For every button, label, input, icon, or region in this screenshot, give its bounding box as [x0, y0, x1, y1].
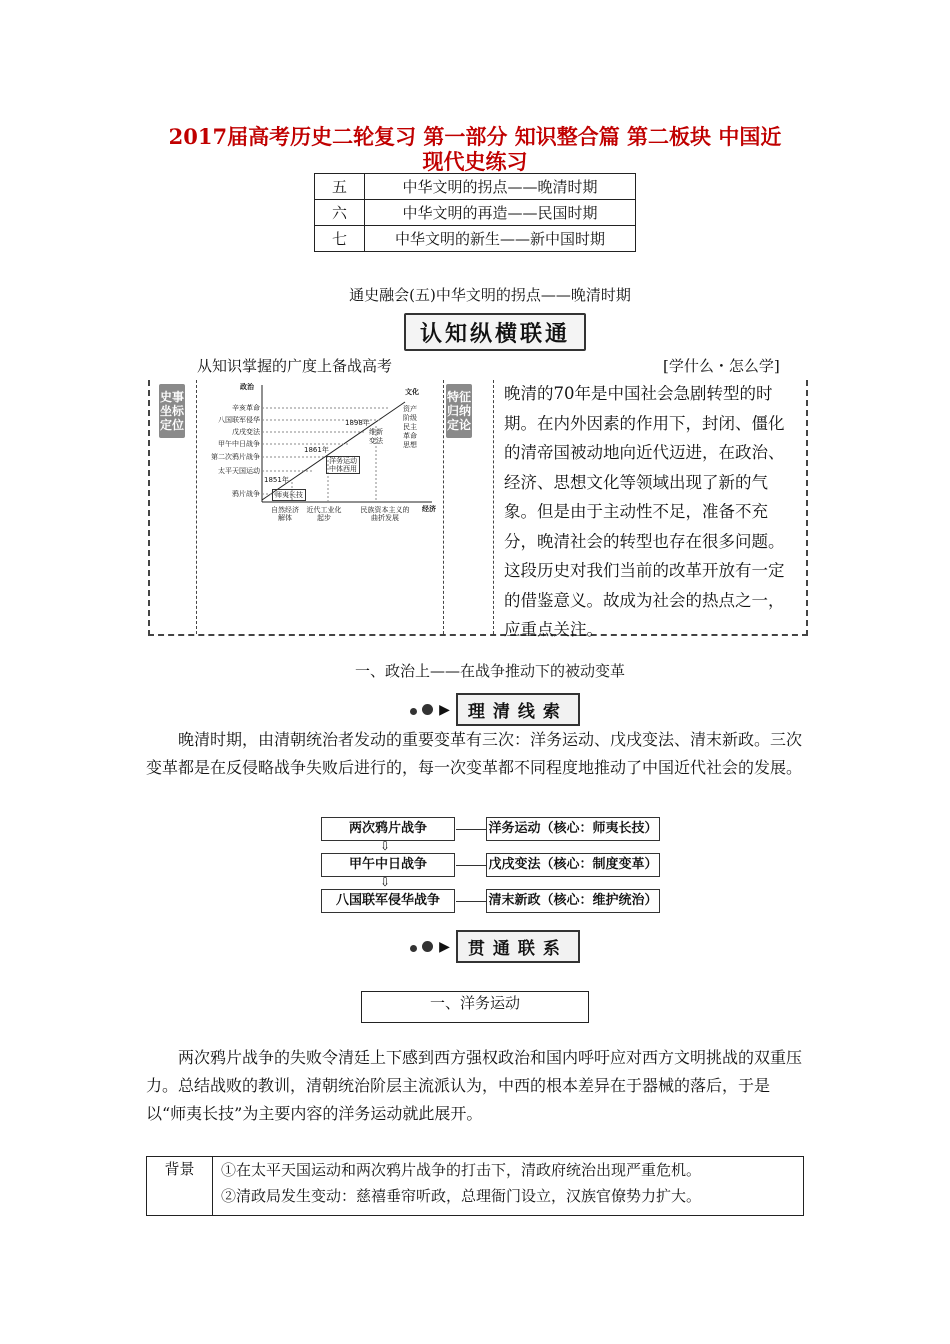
toc-text: 中华文明的再造——民国时期	[365, 200, 636, 226]
reform-box: 清末新政（核心：维护统治）	[486, 889, 660, 913]
frame-divider	[443, 380, 444, 634]
y-label: 甲午中日战争	[218, 440, 260, 448]
reform-box: 戊戌变法（核心：制度变革）	[486, 853, 660, 877]
link-tag-label: 贯通联系	[456, 930, 580, 963]
background-items	[221, 1157, 701, 1209]
connector-line	[456, 865, 486, 866]
document-title	[100, 124, 850, 174]
toc-row	[315, 174, 636, 200]
clue-tag-label: 理清线索	[456, 693, 580, 726]
toc-num: 五	[315, 174, 365, 200]
toc-text: 中华文明的拐点——晚清时期	[365, 174, 636, 200]
down-arrow-icon: ⇩	[380, 839, 391, 853]
y-label: 八国联军侵华	[218, 416, 260, 424]
arrow-icon: ▶	[439, 938, 450, 955]
background-label: 背景	[147, 1157, 213, 1215]
tag-timeline: 史事坐标定位	[159, 384, 185, 438]
intro-right: [学什么・怎么学]	[663, 357, 780, 375]
war-box: 八国联军侵华战争	[321, 889, 455, 913]
war-box: 两次鸦片战争	[321, 817, 455, 841]
frame-divider	[196, 380, 197, 634]
axis-label-economy: 经济	[422, 505, 436, 513]
section-heading: 通史融会(五)中华文明的拐点——晚清时期	[349, 286, 631, 304]
link-tag	[410, 930, 580, 963]
y-label: 戊戌变法	[232, 428, 260, 436]
toc-table	[314, 173, 636, 252]
connector-line	[456, 829, 486, 830]
title-line-2: 现代史练习	[422, 149, 528, 174]
y-label: 辛亥革命	[232, 404, 260, 412]
y-label: 鸦片战争	[232, 490, 260, 498]
background-item: ①在太平天国运动和两次鸦片战争的打击下，清政府统治出现严重危机。	[221, 1161, 702, 1179]
axis-label-politics: 政治	[240, 383, 254, 391]
trend-line	[262, 402, 405, 500]
frame-divider	[493, 380, 494, 634]
toc-row	[315, 226, 636, 252]
war-box: 甲午中日战争	[321, 853, 455, 877]
y-label: 第二次鸦片战争	[211, 453, 260, 461]
toc-row	[315, 200, 636, 226]
summary-text: 晚清的70年是中国社会急剧转型的时期。在内外因素的作用下，封闭、僵化的清帝国被动地向近代迈进，在政治、经济、思想文化等领域出现了新的气象。但是由于主动性不足，准备不充分，晚清社会的转型也存在很多问题。这段历史对我们当前的改革开放有一定的借鉴意义。故成为社会的热点之一，应重点关注。	[504, 384, 785, 639]
box-heading: 一、洋务运动	[361, 991, 589, 1023]
background-table	[146, 1156, 804, 1216]
banner-title: 认知纵横联通	[404, 313, 586, 351]
year-label: 1898年	[345, 419, 370, 427]
year-label: 1861年	[304, 446, 329, 454]
timeline-diagram	[200, 382, 440, 522]
intro-left: 从知识掌握的广度上备战高考	[197, 357, 393, 375]
part1-heading: 一、政治上——在战争推动下的被动变革	[354, 662, 625, 680]
tag-summary: 特征归纳定论	[446, 384, 472, 438]
connector-line	[456, 901, 486, 902]
x-label: 自然经济解体	[271, 506, 299, 522]
year-label: 1851年	[264, 476, 289, 484]
x-label: 民族资本主义的曲折发展	[360, 506, 410, 522]
title-line-1: 2017届高考历史二轮复习 第一部分 知识整合篇 第二板块 中国近	[168, 124, 782, 149]
event-label: 维新变法	[369, 428, 383, 445]
event-label: 资产阶级民主革命思想	[403, 405, 417, 449]
toc-num: 七	[315, 226, 365, 252]
toc-num: 六	[315, 200, 365, 226]
down-arrow-icon: ⇩	[380, 875, 391, 889]
toc-text: 中华文明的新生——新中国时期	[365, 226, 636, 252]
paragraph-2: 两次鸦片战争的失败令清廷上下感到西方强权政治和国内呼吁应对西方文明挑战的双重压力。总结战败的教训，清朝统治阶层主流派认为，中西的根本差异在于器械的落后，于是以“师夷长技”为主要内容的洋务运动就此展开。	[146, 1048, 803, 1123]
event-label: 师夷长技	[272, 489, 306, 501]
arrow-icon: ▶	[439, 701, 450, 718]
paragraph-1: 晚清时期，由清朝统治者发动的重要变革有三次：洋务运动、戊戌变法、清末新政。三次变革都是在反侵略战争失败后进行的，每一次变革都不同程度地推动了中国近代社会的发展。	[146, 730, 803, 777]
reform-box: 洋务运动（核心：师夷长技）	[486, 817, 660, 841]
background-item: ②清政局发生变动：慈禧垂帘听政，总理衙门设立，汉族官僚势力扩大。	[221, 1187, 702, 1205]
dots-icon	[410, 937, 433, 956]
dots-icon	[410, 700, 433, 719]
clue-tag	[410, 693, 580, 726]
x-label: 近代工业化起步	[306, 506, 342, 522]
event-label: 洋务运动中体西用	[326, 456, 360, 474]
axis-label-culture: 文化	[405, 388, 419, 396]
y-label: 太平天国运动	[218, 467, 260, 475]
